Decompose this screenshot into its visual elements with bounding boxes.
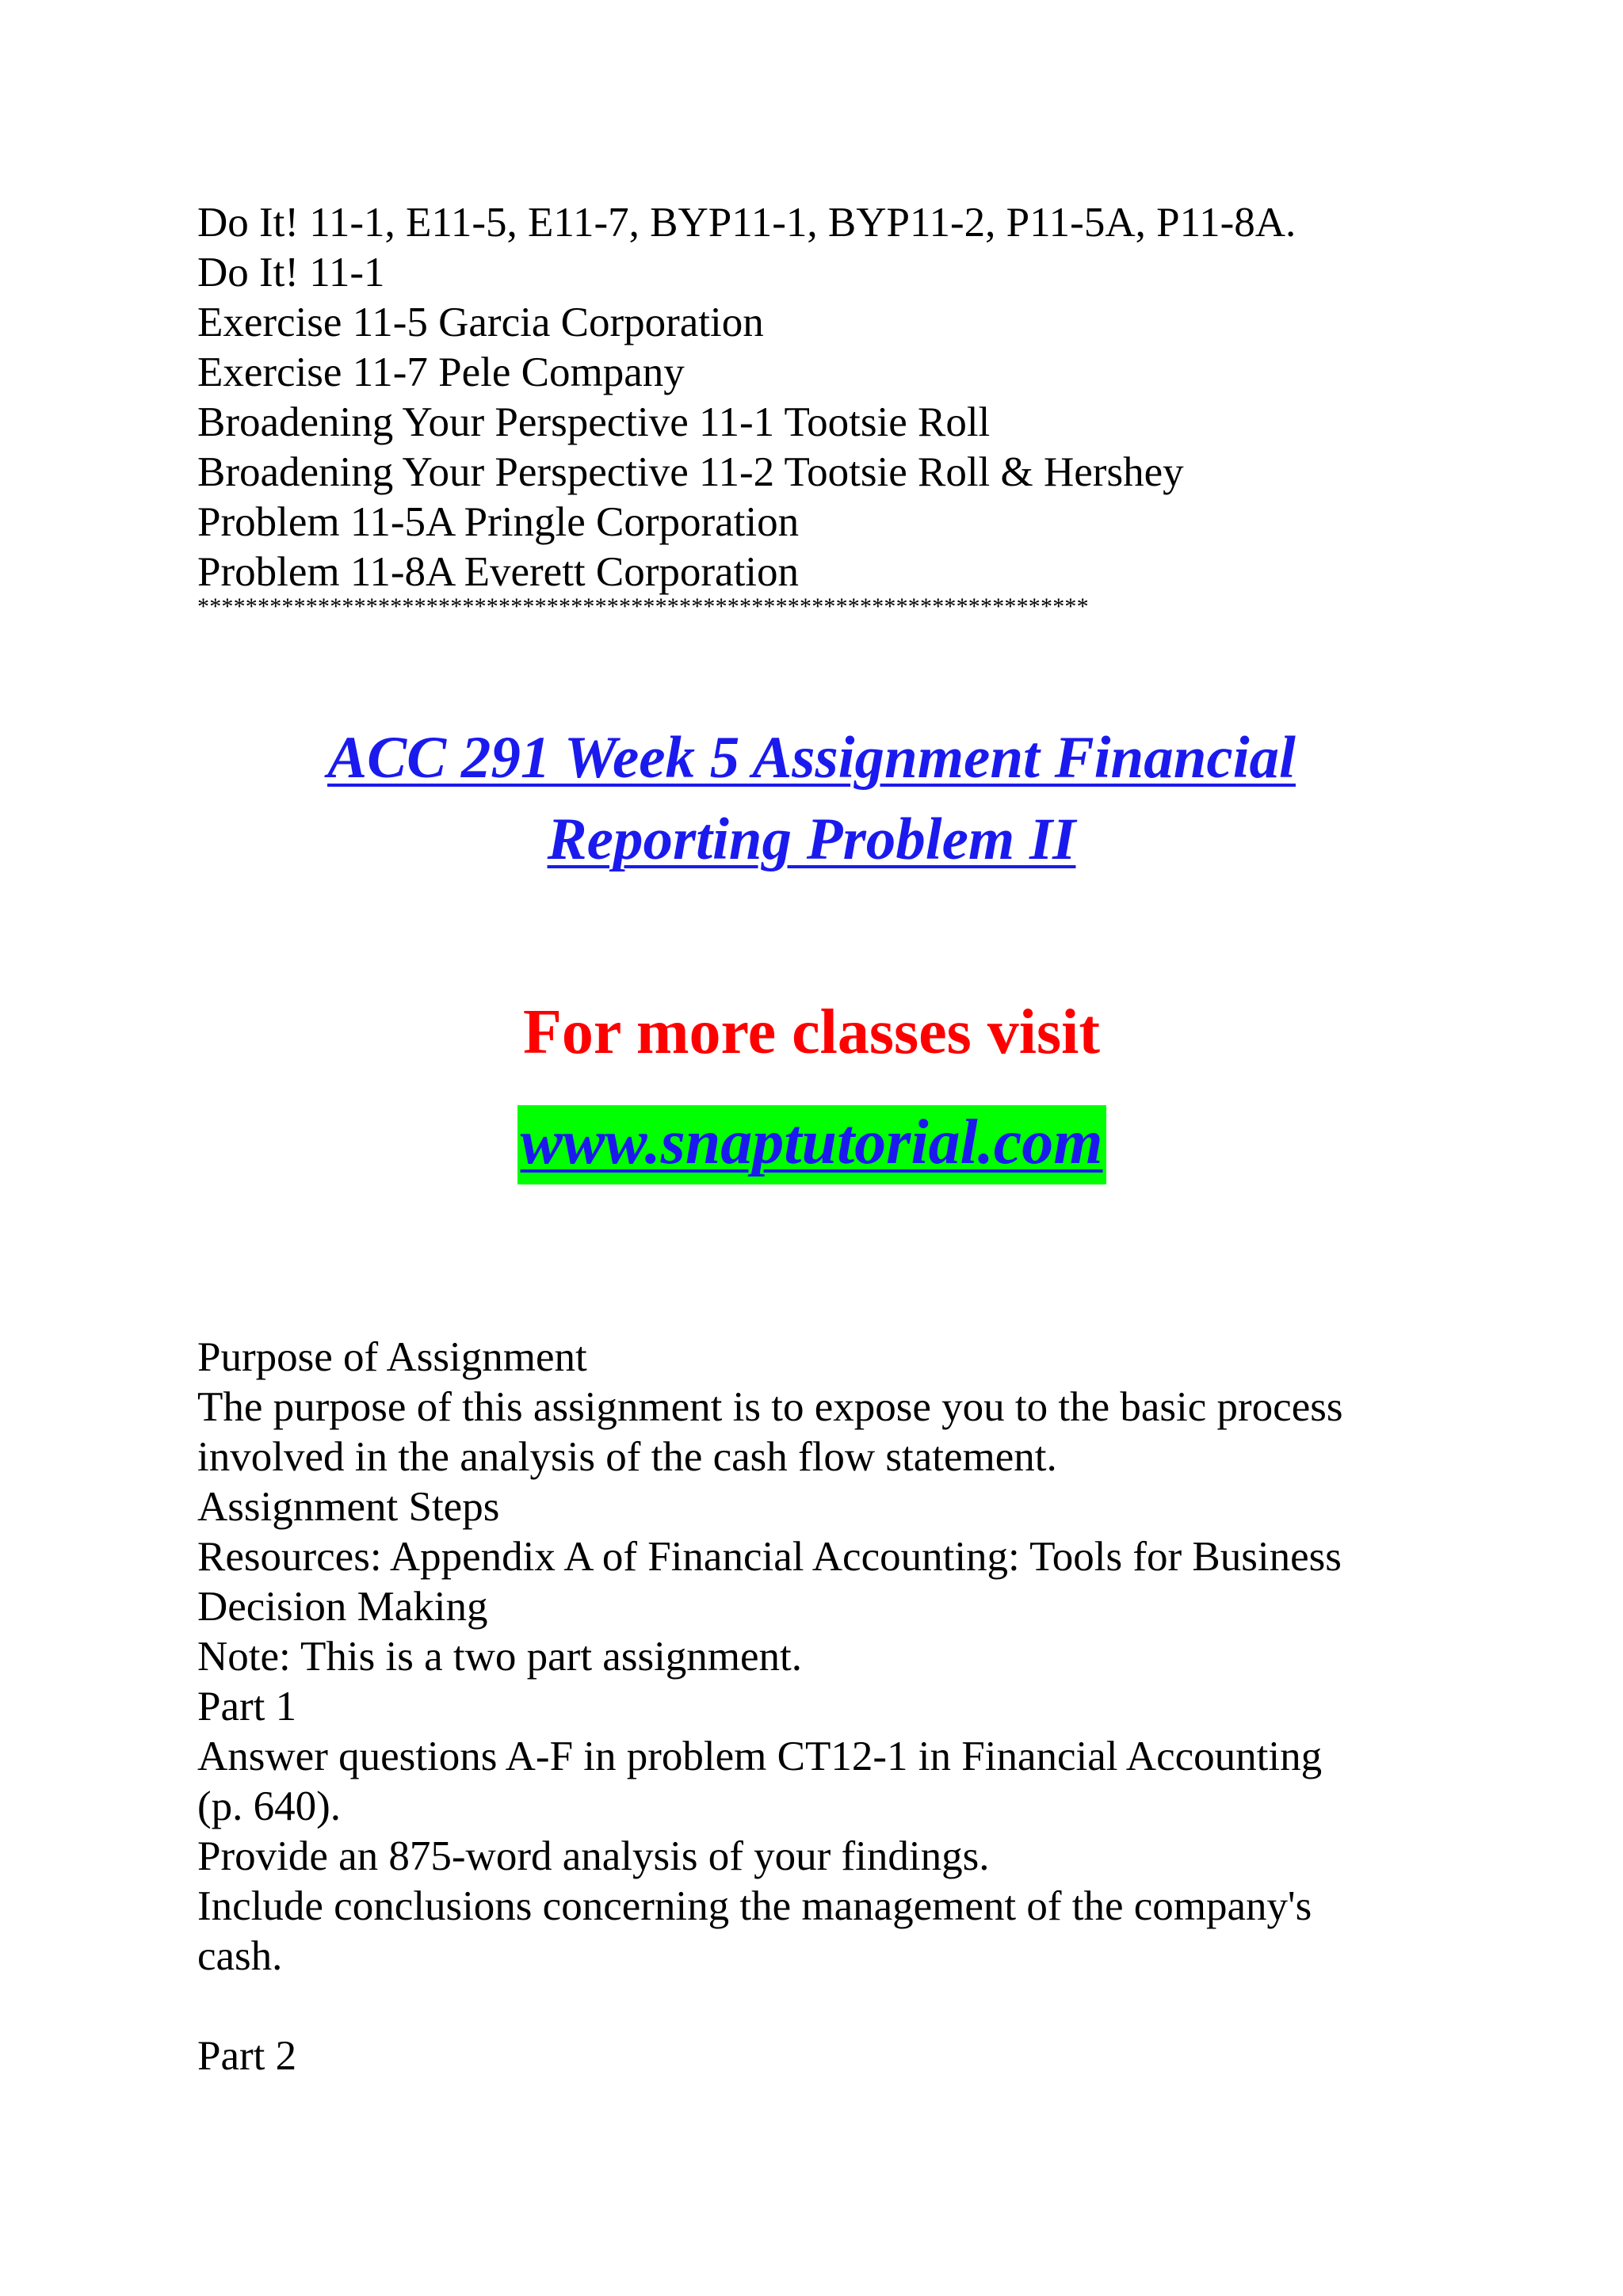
- body-line: Purpose of Assignment: [197, 1334, 587, 1380]
- list-item: Do It! 11-1, E11-5, E11-7, BYP11-1, BYP11-2, P11-5A, P11-8A.: [197, 200, 1296, 246]
- list-item: Broadening Your Perspective 11-2 Tootsie Roll & Hershey: [197, 449, 1184, 495]
- site-link-wrapper: [0, 1105, 1623, 1184]
- list-item: Broadening Your Perspective 11-1 Tootsie Roll: [197, 399, 991, 445]
- part-2-heading: Part 2: [197, 2033, 297, 2079]
- separator-line: **************************************************************************: [197, 593, 1089, 620]
- list-item: Problem 11-8A Everett Corporation: [197, 549, 800, 595]
- body-line: Decision Making: [197, 1584, 488, 1630]
- body-line: (p. 640).: [197, 1783, 342, 1829]
- body-line: Provide an 875-word analysis of your findings.: [197, 1833, 990, 1879]
- problem-list: [197, 198, 1434, 597]
- blank-line: [197, 1981, 1434, 2031]
- list-item: Exercise 11-5 Garcia Corporation: [197, 299, 764, 345]
- body-line: Resources: Appendix A of Financial Accounting: Tools for Business: [197, 1534, 1342, 1580]
- body-line: Assignment Steps: [197, 1484, 500, 1530]
- list-item: Exercise 11-7 Pele Company: [197, 349, 685, 395]
- body-line: The purpose of this assignment is to expose you to the basic process: [197, 1384, 1343, 1430]
- body-line: Answer questions A-F in problem CT12-1 in Financial Accounting: [197, 1733, 1323, 1779]
- body-line: Include conclusions concerning the management of the company's: [197, 1883, 1312, 1929]
- assignment-body: [197, 1333, 1434, 2081]
- site-link[interactable]: www.snaptutorial.com: [517, 1105, 1106, 1184]
- body-line: Part 1: [197, 1684, 297, 1730]
- visit-heading: For more classes visit: [522, 997, 1100, 1067]
- body-line: involved in the analysis of the cash flow statement.: [197, 1434, 1057, 1480]
- page-title: [0, 717, 1623, 880]
- body-line: Note: This is a two part assignment.: [197, 1634, 803, 1680]
- title-link[interactable]: [327, 725, 1296, 872]
- body-line: cash.: [197, 1933, 283, 1979]
- title-line-1: ACC 291 Week 5 Assignment Financial: [327, 725, 1296, 791]
- list-item: Problem 11-5A Pringle Corporation: [197, 499, 800, 545]
- title-line-2: Reporting Problem II: [547, 807, 1076, 872]
- list-item: Do It! 11-1: [197, 250, 385, 296]
